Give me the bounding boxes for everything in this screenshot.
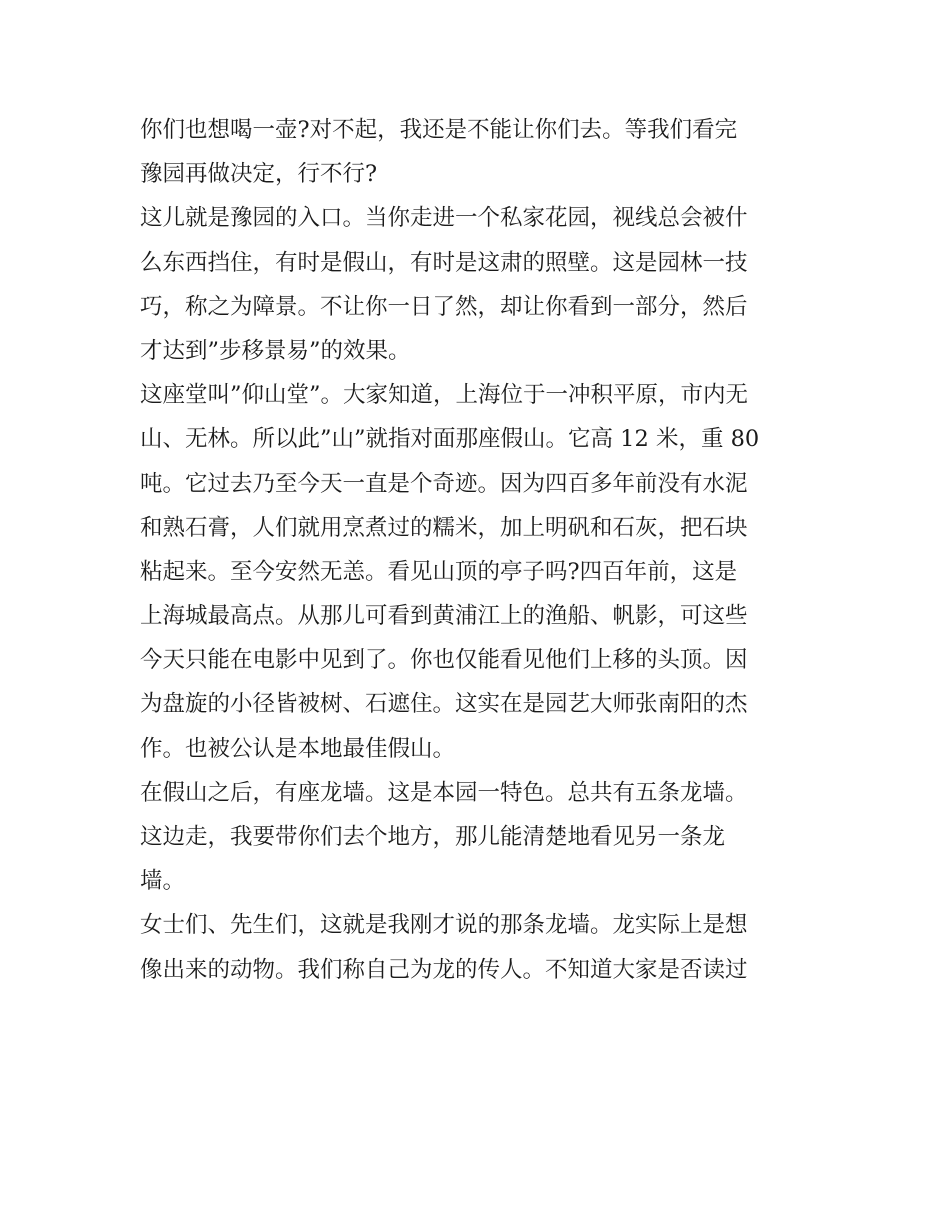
text-line: 粘起来。至今安然无恙。看见山顶的亭子吗?四百年前，这是 — [140, 558, 738, 585]
text-line: 你们也想喝一壶?对不起，我还是不能让你们去。等我们看完 — [140, 117, 738, 143]
text-line: 作。也被公认是本地最佳假山。 — [140, 735, 456, 762]
text-line: 这边走，我要带你们去个地方，那儿能清楚地看见另一条龙 — [140, 824, 726, 850]
text-line: 女士们、先生们，这就是我刚才说的那条龙墙。龙实际上是想 — [140, 912, 748, 939]
document-body — [140, 108, 820, 992]
text-line: 墙。 — [140, 868, 186, 895]
text-line: 在假山之后，有座龙墙。这是本园一特色。总共有五条龙墙。 — [140, 779, 748, 806]
paragraph-4 — [140, 771, 820, 904]
text-line: 今天只能在电影中见到了。你也仅能看见他们上移的头顶。因 — [140, 647, 748, 674]
text-line: 为盘旋的小径皆被树、石遮住。这实在是园艺大师张南阳的杰 — [140, 691, 748, 718]
text-line: 么东西挡住，有时是假山，有时是这肃的照壁。这是园林一技 — [140, 249, 748, 276]
text-line: 山、无林。所以此”山”就指对面那座假山。它高 12 米，重 80 — [140, 426, 760, 453]
text-line: 这儿就是豫园的入口。当你走进一个私家花园，视线总会被什 — [140, 205, 748, 232]
text-line: 上海城最高点。从那儿可看到黄浦江上的渔船、帆影，可这些 — [140, 603, 748, 630]
paragraph-5 — [140, 903, 820, 991]
paragraph-1 — [140, 108, 820, 196]
text-line: 豫园再做决定，行不行? — [140, 161, 378, 188]
text-line: 和熟石膏，人们就用烹煮过的糯米，加上明矾和石灰，把石块 — [140, 514, 748, 541]
text-line: 这座堂叫”仰山堂”。大家知道，上海位于一冲积平原，市内无 — [140, 382, 749, 409]
text-line: 吨。它过去乃至今天一直是个奇迹。因为四百多年前没有水泥 — [140, 470, 748, 497]
text-line: 像出来的动物。我们称自己为龙的传人。不知道大家是否读过 — [140, 956, 748, 983]
paragraph-3 — [140, 373, 820, 771]
text-line: 才达到”步移景易”的效果。 — [140, 337, 411, 364]
text-line: 巧，称之为障景。不让你一日了然，却让你看到一部分，然后 — [140, 293, 748, 320]
paragraph-2 — [140, 196, 820, 373]
